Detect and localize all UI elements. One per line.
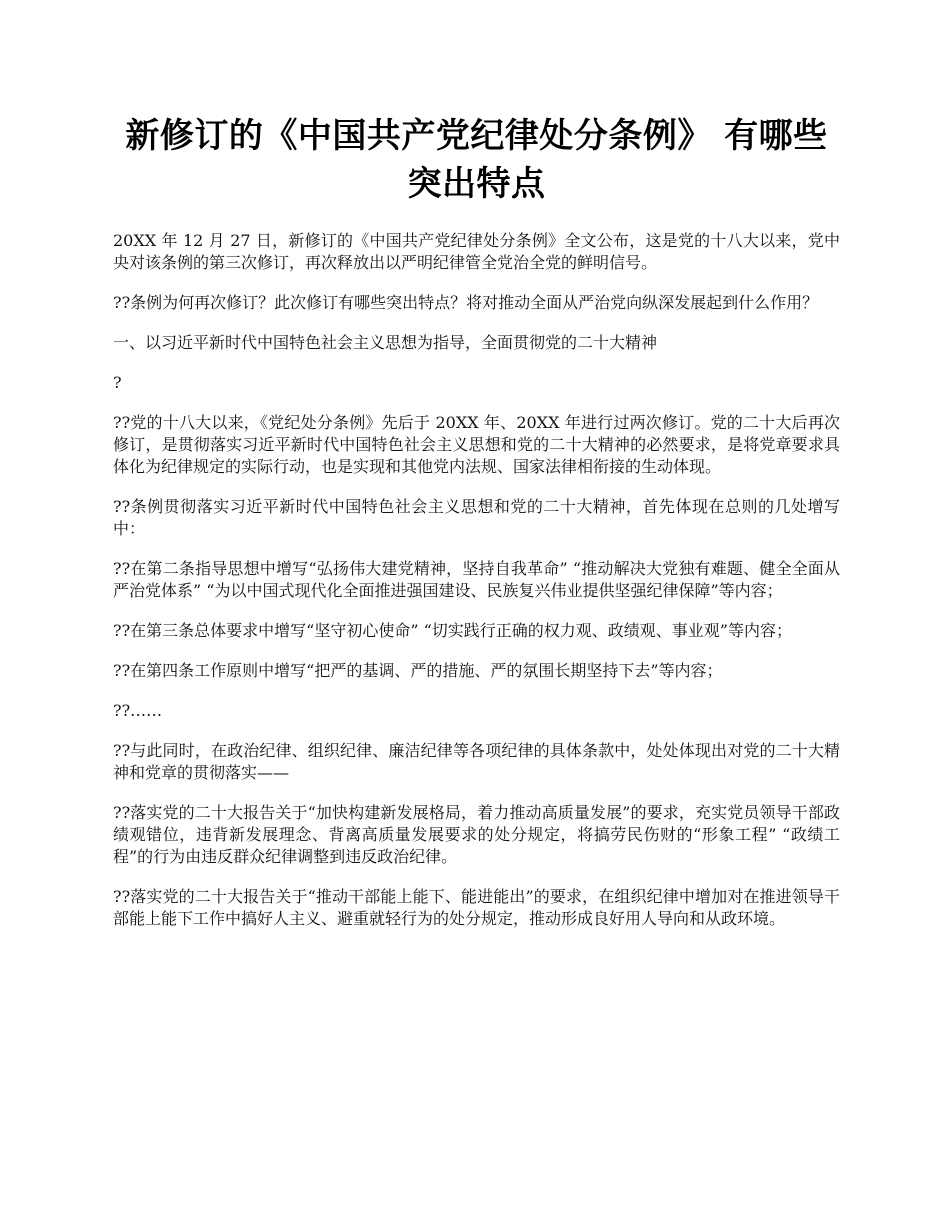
section-heading-1: 一、以习近平新时代中国特色社会主义思想为指导，全面贯彻党的二十大精神 xyxy=(113,333,658,352)
paragraph-placeholder: ? xyxy=(113,373,122,392)
document-title: 新修订的《中国共产党纪律处分条例》 有哪些突出特点 xyxy=(125,116,828,204)
paragraph-general-provisions: ??条例贯彻落实习近平新时代中国特色社会主义思想和党的二十大精神，首先体现在总则的几处增写中： xyxy=(113,497,840,538)
paragraph-specific-clauses: ??与此同时，在政治纪律、组织纪律、廉洁纪律等各项纪律的具体条款中，处处体现出对党的二十大精神和党章的贯彻落实—— xyxy=(113,741,840,782)
paragraph-questions: ??条例为何再次修订？此次修订有哪些突出特点？将对推动全面从严治党向纵深发展起到什么作用？ xyxy=(113,293,819,312)
document-page xyxy=(113,112,840,948)
paragraph-ellipsis: ??…… xyxy=(113,701,163,720)
paragraph-article-2: ??在第二条指导思想中增写“弘扬伟大建党精神，坚持自我革命” “推动解决大党独有难题、健全全面从严治党体系” “为以中国式现代化全面推进强国建设、民族复兴伟业提供坚强纪律保障”等内容； xyxy=(113,559,840,600)
paragraph-article-4: ??在第四条工作原则中增写“把严的基调、严的措施、严的氛围长期坚持下去”等内容； xyxy=(113,661,723,680)
paragraph-intro: 20XX 年 12 月 27 日，新修订的《中国共产党纪律处分条例》全文公布，这是党的十八大以来，党中央对该条例的第三次修订，再次释放出以严明纪律管全党治全党的鲜明信号。 xyxy=(113,231,840,272)
paragraph-high-quality-development: ??落实党的二十大报告关于“加快构建新发展格局，着力推动高质量发展”的要求，充实党员领导干部政绩观错位，违背新发展理念、背离高质量发展要求的处分规定，将搞劳民伤财的“形象工程” “政绩工程”的行为由违反群众纪律调整到违反政治纪律。 xyxy=(113,803,840,866)
paragraph-revision-history: ??党的十八大以来，《党纪处分条例》先后于 20XX 年、20XX 年进行过两次修订。党的二十大后再次修订，是贯彻落实习近平新时代中国特色社会主义思想和党的二十大精神的必然要求，是将党章要求具体化为纪律规定的实际行动，也是实现和其他党内法规、国家法律相衔接的生动体现。 xyxy=(113,413,840,476)
paragraph-article-3: ??在第三条总体要求中增写“坚守初心使命” “切实践行正确的权力观、政绩观、事业观”等内容； xyxy=(113,621,792,640)
paragraph-cadre-promotion: ??落实党的二十大报告关于“推动干部能上能下、能进能出”的要求，在组织纪律中增加对在推进领导干部能上能下工作中搞好人主义、避重就轻行为的处分规定，推动形成良好用人导向和从政环境。 xyxy=(113,887,840,928)
